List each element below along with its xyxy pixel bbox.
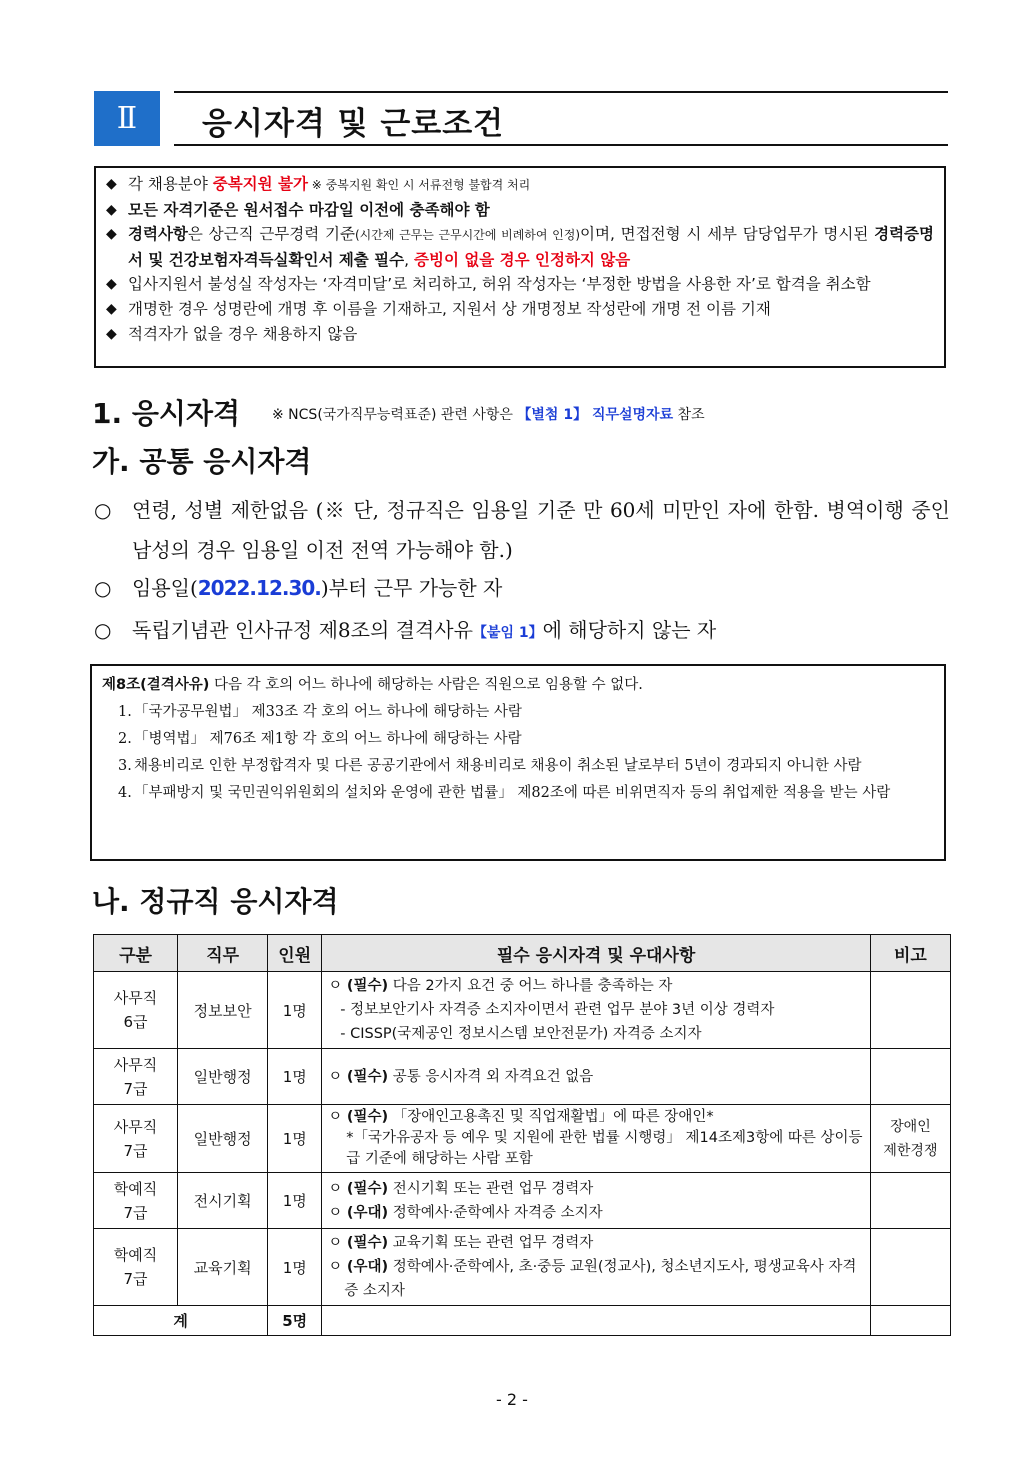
grade-cell: 사무직 7급 <box>94 1049 178 1105</box>
req-text: 전시기획 또는 관련 업무 경력자 <box>388 1180 594 1197</box>
notice-text: , <box>404 250 414 269</box>
job-cell: 일반행정 <box>178 1049 268 1105</box>
notice-line <box>104 172 934 198</box>
notice-text: 이며, 면접전형 시 세부 담당업무가 명시된 <box>580 225 875 244</box>
job-cell: 전시기획 <box>178 1173 268 1229</box>
list-text: )부터 근무 가능한 자 <box>320 576 503 600</box>
req-text: 「장애인고용촉진 및 직업재활법」에 따른 장애인* <box>388 1109 714 1125</box>
notice-line <box>104 222 934 272</box>
table-row <box>94 1173 951 1229</box>
notice-line <box>104 272 934 297</box>
requirement-cell <box>322 972 871 1049</box>
notice-text: 각 채용분야 <box>128 175 213 193</box>
col-header: 인원 <box>268 935 322 972</box>
count-cell: 1명 <box>268 1049 322 1105</box>
req-text: *「국가유공자 등 예우 및 지원에 관한 법률 시행령」 제14조제3항에 따른 상이등급 기준에 해당하는 사람 포함 <box>346 1130 863 1167</box>
table-row <box>94 972 951 1049</box>
note-cell <box>870 972 950 1049</box>
qualifications-table <box>93 934 951 1336</box>
article-item <box>102 726 934 753</box>
item-number: 3. <box>118 758 132 774</box>
table-row <box>94 1049 951 1105</box>
empty-cell <box>322 1306 871 1336</box>
heading-common-qualifications: 가. 공통 응시자격 <box>92 445 312 478</box>
item-text: 「국가공무원법」 제33조 각 호의 어느 하나에 해당하는 사람 <box>134 704 522 720</box>
circle-bullet-icon: ㅇ <box>328 978 343 994</box>
req-tag: (필수) <box>346 1109 389 1125</box>
req-tag: (필수) <box>346 1068 389 1085</box>
diamond-bullet-icon: ◆ <box>106 201 117 218</box>
notice-box <box>94 166 946 368</box>
list-item-text <box>132 568 950 608</box>
req-text: 교육기획 또는 관련 업무 경력자 <box>388 1235 594 1251</box>
circle-bullet-icon: ○ <box>94 576 112 600</box>
list-item <box>94 490 950 570</box>
note-cell: 장애인 제한경쟁 <box>870 1105 950 1173</box>
heading-regular-qualifications: 나. 정규직 응시자격 <box>92 885 339 918</box>
diamond-bullet-icon: ◆ <box>106 226 117 243</box>
item-text: 「부패방지 및 국민권익위원회의 설치와 운영에 관한 법률」 제82조에 따른 비위면직자 등의 취업제한 적용을 받는 사람 <box>134 785 891 801</box>
count-cell: 1명 <box>268 1229 322 1306</box>
notice-text: 개명한 경우 성명란에 개명 후 이름을 기재하고, 지원서 상 개명정보 작성란에 개명 전 이름 기재 <box>128 299 771 318</box>
start-date: 2022.12.30. <box>197 576 321 600</box>
count-cell: 1명 <box>268 1105 322 1173</box>
col-header: 구분 <box>94 935 178 972</box>
item-text: 채용비리로 인한 부정합격자 및 다른 공공기관에서 채용비리로 채용이 취소된 날로부터 5년이 경과되지 아니한 사람 <box>134 758 862 774</box>
job-cell: 일반행정 <box>178 1105 268 1173</box>
article-title: 제8조(결격사유) <box>102 677 210 693</box>
notice-bold: 경력증명서 및 건강보험자격득실확인서 제출 필수 <box>128 225 935 269</box>
list-item <box>94 610 950 653</box>
grade-cell: 학예직 7급 <box>94 1173 178 1229</box>
item-number: 4. <box>118 785 132 801</box>
circle-bullet-icon: ㅇ <box>328 1204 343 1221</box>
header-rule-top <box>174 91 948 93</box>
req-text: - CISSP(국제공인 정보시스템 보안전문가) 자격증 소지자 <box>340 1026 702 1042</box>
table-row <box>94 1105 951 1173</box>
diamond-bullet-icon: ◆ <box>106 325 117 342</box>
list-text: 임용일( <box>132 576 198 600</box>
grade-cell: 사무직 6급 <box>94 972 178 1049</box>
req-tag: (필수) <box>346 1180 389 1197</box>
grade-cell: 사무직 7급 <box>94 1105 178 1173</box>
requirement-cell <box>322 1173 871 1229</box>
circle-bullet-icon: ○ <box>94 618 112 642</box>
notice-bold: 경력사항 <box>128 225 188 244</box>
heading-qualifications: 1. 응시자격 <box>92 397 241 430</box>
requirement-cell <box>322 1105 871 1173</box>
empty-cell <box>870 1306 950 1336</box>
req-text: 다음 2가지 요건 중 어느 하나를 충족하는 자 <box>388 978 673 994</box>
section-title: 응시자격 및 근로조건 <box>202 106 505 142</box>
count-cell: 1명 <box>268 972 322 1049</box>
requirement-cell <box>322 1049 871 1105</box>
attachment-ref: 【붙임 1】 <box>472 625 543 641</box>
grade-cell: 학예직 7급 <box>94 1229 178 1306</box>
notice-small: (시간제 근무는 근무시간에 비례하여 인정) <box>354 228 581 243</box>
circle-bullet-icon: ○ <box>94 498 112 522</box>
job-cell: 정보보안 <box>178 972 268 1049</box>
list-item <box>94 568 950 608</box>
table-row <box>94 1229 951 1306</box>
list-text: 독립기념관 인사규정 제8조의 결격사유 <box>132 618 473 642</box>
section-number: Ⅱ <box>94 91 160 146</box>
notice-note: ※ 중복지원 확인 시 서류전형 불합격 처리 <box>307 178 531 192</box>
notice-text: 적격자가 없을 경우 채용하지 않음 <box>128 324 358 343</box>
circle-bullet-icon: ㅇ <box>328 1235 343 1251</box>
circle-bullet-icon: ㅇ <box>328 1068 343 1085</box>
total-count: 5명 <box>268 1306 322 1336</box>
item-number: 2. <box>118 731 132 747</box>
table-total-row <box>94 1306 951 1336</box>
job-cell: 교육기획 <box>178 1229 268 1306</box>
col-header: 필수 응시자격 및 우대사항 <box>322 935 871 972</box>
article-box <box>90 664 946 861</box>
notice-warning: 증빙이 없을 경우 인정하지 않음 <box>414 250 631 269</box>
list-item-text: 연령, 성별 제한없음 (※ 단, 정규직은 임용일 기준 만 60세 미만인 자에 한함. 병역이행 중인 남성의 경우 임용일 이전 전역 가능해야 함.) <box>132 498 950 562</box>
notice-line <box>104 198 934 223</box>
circle-bullet-icon: ㅇ <box>328 1180 343 1197</box>
req-tag: (우대) <box>346 1204 389 1221</box>
count-cell: 1명 <box>268 1173 322 1229</box>
col-header: 비고 <box>870 935 950 972</box>
list-item-text <box>132 610 950 653</box>
req-text: 정학예사·준학예사 자격증 소지자 <box>388 1204 603 1221</box>
article-item <box>102 753 934 780</box>
article-item <box>102 699 934 726</box>
notice-line <box>104 322 934 347</box>
table-header-row <box>94 935 951 972</box>
diamond-bullet-icon: ◆ <box>106 276 117 293</box>
ncs-note-ref: 【별첨 1】 직무설명자료 <box>517 407 674 423</box>
section-header <box>94 91 948 146</box>
list-text: 에 해당하지 않는 자 <box>542 618 717 642</box>
note-cell <box>870 1049 950 1105</box>
article-text: 다음 각 호의 어느 하나에 해당하는 사람은 직원으로 임용할 수 없다. <box>209 677 643 693</box>
note-cell <box>870 1173 950 1229</box>
req-text: 정학예사·준학예사, 초·중등 교원(정교사), 청소년지도사, 평생교육사 자격증 소지자 <box>344 1259 857 1299</box>
header-rule-bottom <box>174 144 948 146</box>
req-tag: (우대) <box>346 1259 389 1275</box>
notice-text: 모든 자격기준은 원서접수 마감일 이전에 충족해야 함 <box>128 200 490 219</box>
req-text: - 정보보안기사 자격증 소지자이면서 관련 업무 분야 3년 이상 경력자 <box>340 1002 775 1018</box>
notice-warning: 중복지원 불가 <box>212 175 308 193</box>
ncs-note <box>272 404 705 424</box>
diamond-bullet-icon: ◆ <box>106 176 117 192</box>
page-number: - 2 - <box>496 1390 528 1409</box>
notice-text: 입사지원서 불성실 작성자는 ‘자격미달’로 처리하고, 허위 작성자는 ‘부정한 방법을 사용한 자’로 합격을 취소함 <box>128 275 871 294</box>
notice-line <box>104 297 934 322</box>
notice-text: 은 상근직 근무경력 기준 <box>187 225 355 244</box>
req-text: 공통 응시자격 외 자격요건 없음 <box>388 1068 594 1085</box>
ncs-note-text: 참조 <box>673 407 705 423</box>
circle-bullet-icon: ㅇ <box>328 1259 343 1275</box>
req-tag: (필수) <box>346 1235 389 1251</box>
item-text: 「병역법」 제76조 제1항 각 호의 어느 하나에 해당하는 사람 <box>134 731 522 747</box>
ncs-note-text: ※ NCS(국가직무능력표준) 관련 사항은 <box>272 407 518 423</box>
total-label: 계 <box>94 1306 268 1336</box>
col-header: 직무 <box>178 935 268 972</box>
note-cell <box>870 1229 950 1306</box>
article-heading <box>102 672 934 699</box>
article-item <box>102 780 934 807</box>
req-tag: (필수) <box>346 978 389 994</box>
item-number: 1. <box>118 704 132 720</box>
circle-bullet-icon: ㅇ <box>328 1109 343 1125</box>
requirement-cell <box>322 1229 871 1306</box>
diamond-bullet-icon: ◆ <box>106 300 117 317</box>
